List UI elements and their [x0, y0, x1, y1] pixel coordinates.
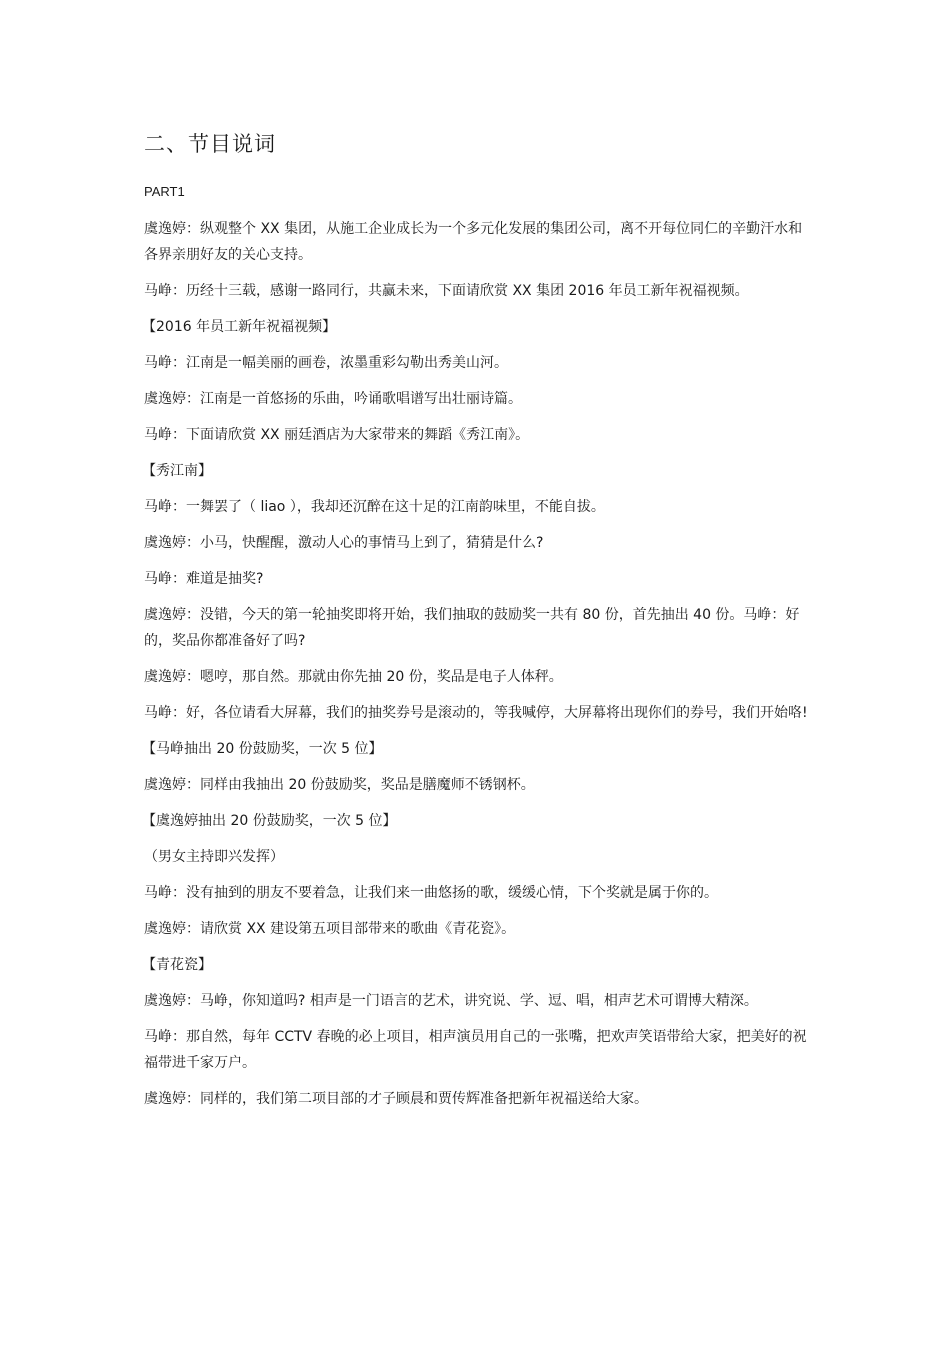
script-body	[144, 216, 810, 1122]
stage-direction: 【秀江南】	[142, 463, 212, 479]
script-line: 马峥：下面请欣赏 XX 丽廷酒店为大家带来的舞蹈《秀江南》。	[144, 427, 530, 443]
script-line: 马峥：难道是抽奖?	[144, 571, 264, 587]
script-line: 虞逸婷：同样由我抽出 20 份鼓励奖，奖品是膳魔师不锈钢杯。	[144, 777, 535, 793]
script-line: 虞逸婷：小马，快醒醒，激动人心的事情马上到了，猜猜是什么?	[144, 535, 544, 551]
script-line: 马峥：江南是一幅美丽的画卷，浓墨重彩勾勒出秀美山河。	[144, 355, 508, 371]
script-line: 马峥：那自然，每年 CCTV 春晚的必上项目，相声演员用自己的一张嘴，把欢声笑语带给大家，把美好的祝福带进千家万户。	[144, 1029, 807, 1071]
script-line: 虞逸婷：马峥，你知道吗? 相声是一门语言的艺术，讲究说、学、逗、唱，相声艺术可谓博大精深。	[144, 993, 758, 1009]
script-line: 虞逸婷：请欣赏 XX 建设第五项目部带来的歌曲《青花瓷》。	[144, 921, 516, 937]
script-line: 马峥：好，各位请看大屏幕，我们的抽奖券号是滚动的，等我喊停，大屏幕将出现你们的券号，我们开始咯!	[144, 705, 808, 721]
stage-note: （男女主持即兴发挥）	[144, 849, 284, 865]
script-line: 马峥：没有抽到的朋友不要着急，让我们来一曲悠扬的歌，缓缓心情，下个奖就是属于你的。	[144, 885, 718, 901]
script-line: 虞逸婷：江南是一首悠扬的乐曲，吟诵歌唱谱写出壮丽诗篇。	[144, 391, 522, 407]
script-line: 马峥：一舞罢了（ liao ），我却还沉醉在这十足的江南韵味里，不能自拔。	[144, 499, 605, 515]
script-line: 虞逸婷：同样的，我们第二项目部的才子顾晨和贾传辉准备把新年祝福送给大家。	[144, 1091, 648, 1107]
section-heading: 二、节目说词	[144, 132, 276, 156]
part-label: PART1	[144, 184, 185, 199]
script-line: 虞逸婷：嗯哼，那自然。那就由你先抽 20 份，奖品是电子人体秤。	[144, 669, 563, 685]
script-line: 虞逸婷：没错，今天的第一轮抽奖即将开始，我们抽取的鼓励奖一共有 80 份，首先抽出 40 份。马峥：好的，奖品你都准备好了吗?	[144, 607, 800, 649]
script-line: 马峥：历经十三载，感谢一路同行，共赢未来，下面请欣赏 XX 集团 2016 年员工新年祝福视频。	[144, 283, 749, 299]
script-line: 虞逸婷：纵观整个 XX 集团，从施工企业成长为一个多元化发展的集团公司，离不开每位同仁的辛勤汗水和各界亲朋好友的关心支持。	[144, 221, 803, 263]
stage-direction: 【青花瓷】	[142, 957, 212, 973]
stage-direction: 【2016 年员工新年祝福视频】	[142, 319, 337, 335]
stage-direction: 【马峥抽出 20 份鼓励奖，一次 5 位】	[142, 741, 383, 757]
stage-direction: 【虞逸婷抽出 20 份鼓励奖，一次 5 位】	[142, 813, 397, 829]
